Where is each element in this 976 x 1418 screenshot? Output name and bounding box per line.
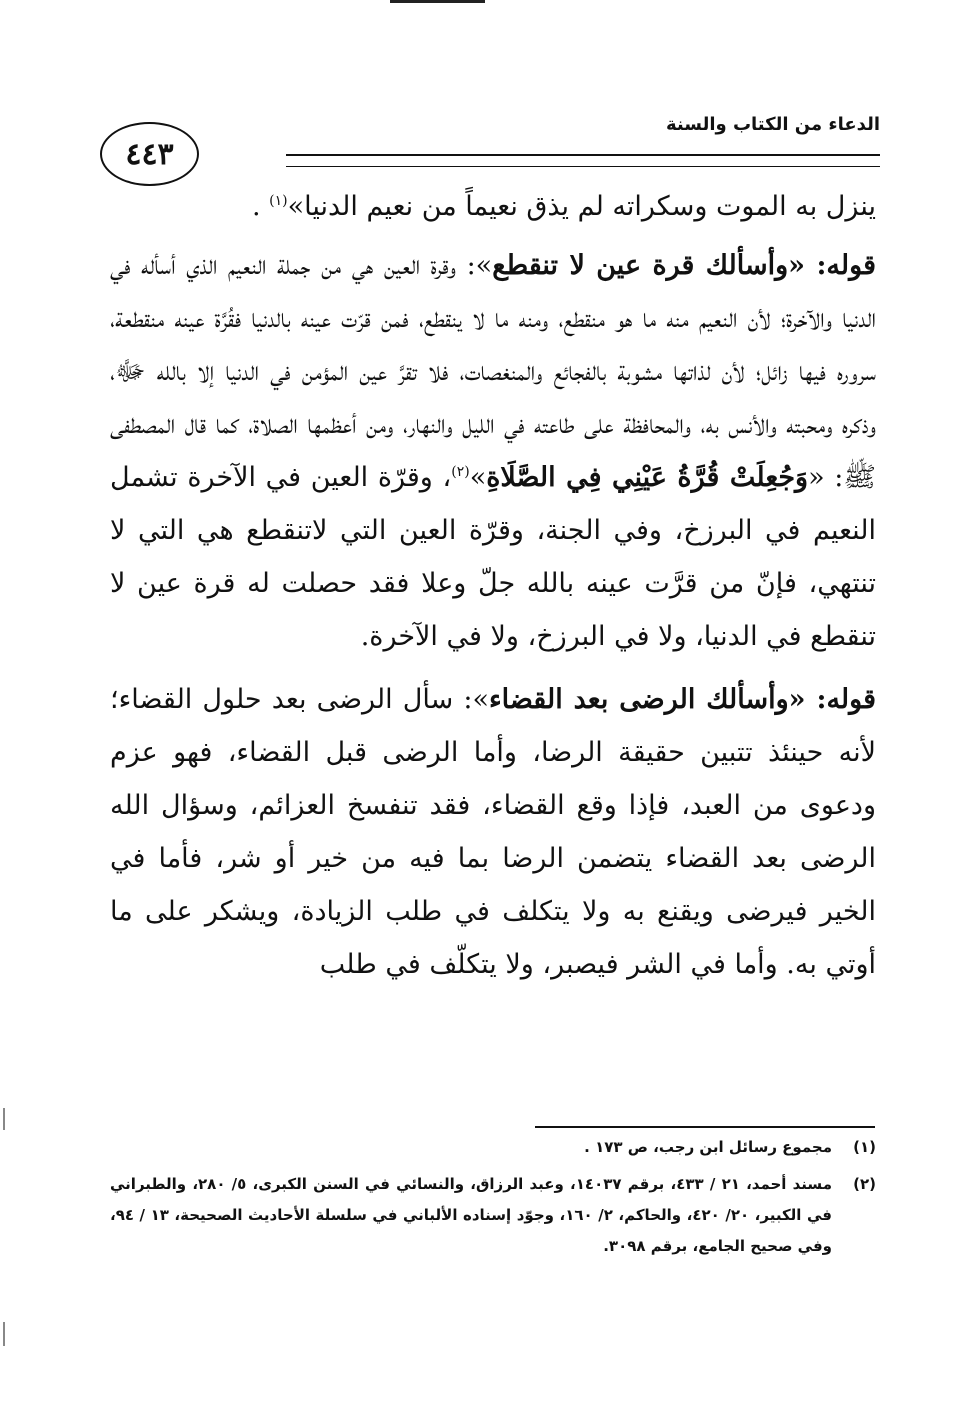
- footnote-text: مسند أحمد، ٢١ / ٤٣٣، برقم ١٤٠٣٧، وعبد الرزاق، والنسائي في السنن الكبرى، ٥/ ٢٨٠، والطبراني في الكبير، ٢٠/ ٤٢٠، والحاكم، ٢/ ١٦٠، وجوّد إسناده الألباني في سلسلة الأحاديث الصحيحة، ١٣ / ٩٤، وفي صحيح الجامع، برقم ٣٠٩٨.: [110, 1175, 832, 1255]
- main-text: [110, 180, 876, 991]
- footnote-number: (١): [853, 1138, 876, 1156]
- footnote-ref[interactable]: (١): [269, 193, 288, 209]
- footnote-text: مجموع رسائل ابن رجب، ص ١٧٣ .: [584, 1138, 832, 1156]
- top-edge-rule: [390, 0, 485, 3]
- footnote-number: (٢): [853, 1175, 876, 1193]
- paragraph: قوله: «وأسألك الرضى بعد القضاء»: سأل الرضى بعد حلول القضاء؛ لأنه حينئذ تتبين حقيقة الرضا، وأما الرضى قبل القضاء، فهو عزم ودعوى من العبد، فإذا وقع القضاء، فقد تنفسخ العزائم، وسؤال الله الرضى بعد القضاء يتضمن الرضا بما فيه من خير أو شر، فأما في الخير فيرضى ويقنع به ولا يتكلف في طلب الزيادة، ويشكر على ما أوتي به. وأما في الشر فيصبر، ولا يتكلّف في طلب: [110, 684, 876, 980]
- page-number: ٤٤٣: [100, 122, 199, 186]
- hadith-quote: وَجُعِلَتْ قُرَّةُ عَيْنِي فِي الصَّلَاةِ: [486, 462, 809, 493]
- header-rule: [286, 154, 880, 167]
- footnote: [110, 1169, 876, 1262]
- paragraph: ينزل به الموت وسكراته لم يذق نعيماً من نعيم الدنيا»$^{(١)}$ .: [251, 191, 876, 222]
- quoted-phrase: وأسألك الرضى بعد القضاء: [488, 684, 789, 715]
- margin-mark: [3, 1322, 5, 1346]
- footnote-ref[interactable]: (٢): [451, 464, 470, 480]
- footnote-separator: [535, 1126, 875, 1128]
- margin-mark: [3, 1108, 5, 1130]
- footnote: [110, 1132, 876, 1163]
- footnotes: [110, 1132, 876, 1262]
- quoted-phrase: وأسألك قرة عين لا تنقطع: [492, 250, 789, 281]
- running-title: الدعاء من الكتاب والسنة: [665, 114, 880, 135]
- paragraph: قوله: «وأسألك قرة عين لا تنقطع»: وقرة العين هي من جملة النعيم الذي أسأله في الدنيا والآخرة؛ لأن النعيم منه ما هو منقطع، ومنه ما لا ينقطع، فمن قرّت عينه بالدنيا فقُرَّة عينه منقطعة، سروره فيها زائل؛ لأن لذاتها مشوبة بالفجائع والمنغصات، فلا تقرَّ عين المؤمن في الدنيا إلا بالله ﷻ، وذكره ومحبته والأنس به، والمحافظة على طاعته في الليل والنهار، ومن أعظمها الصلاة، كما قال المصطفى ﷺ: «وَجُعِلَتْ قُرَّةُ عَيْنِي فِي الصَّلَاةِ»$^{(٢)}$، وقرّة العين في الآخرة تشمل النعيم في البرزخ، وفي الجنة، وقرّة العين التي لاتنقطع هي التي لا تنتهي، فإنّ من قرَّت عينه بالله جلّ وعلا فقد حصلت له قرة عين لا تنقطع في الدنيا، ولا في البرزخ، ولا في الآخرة.: [110, 250, 876, 652]
